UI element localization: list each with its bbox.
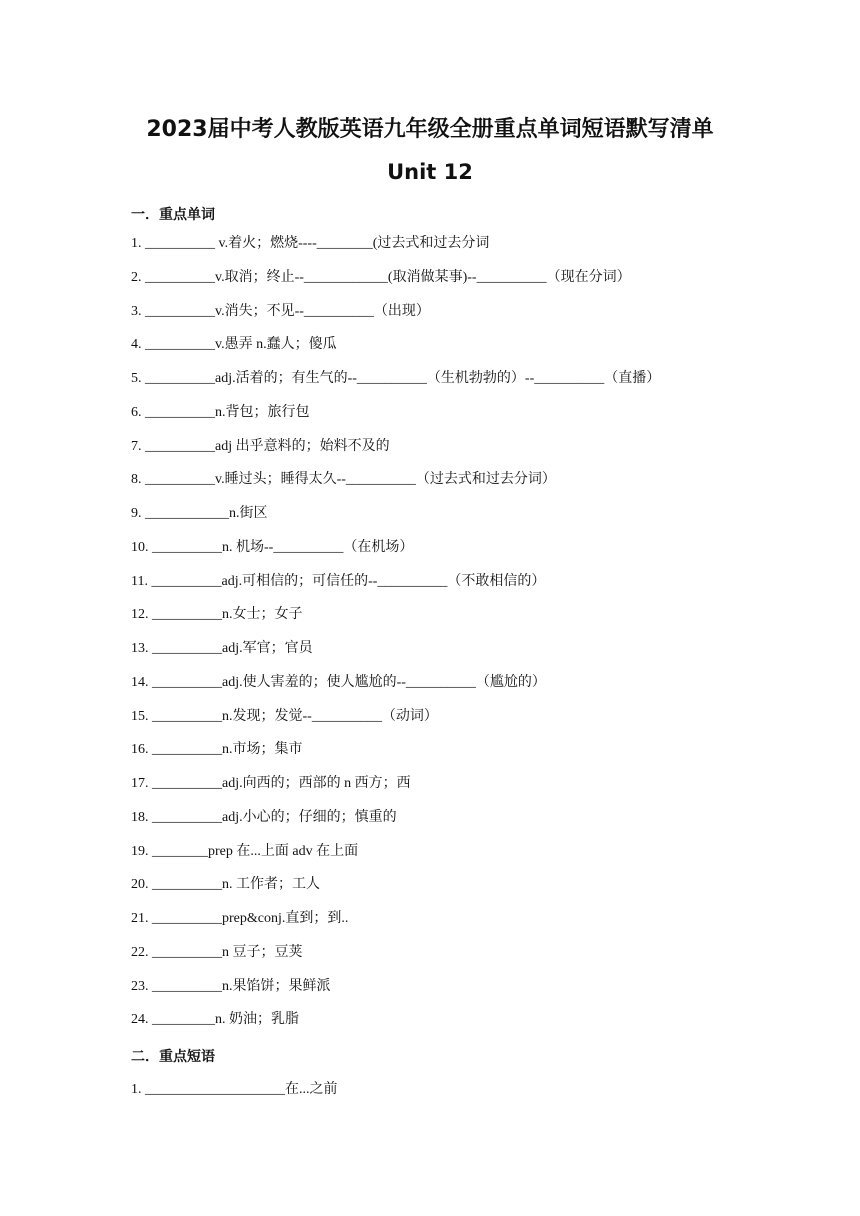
list-item: 15. __________n.发现；发觉--__________（动词） [131,708,438,724]
list-item: 2. __________v.取消；终止--____________(取消做某事)--__________（现在分词） [131,269,631,285]
list-item: 22. __________n 豆子；豆荚 [131,944,303,960]
list-item: 12. __________n.女士；女子 [131,607,303,623]
document-title: 2023届中考人教版英语九年级全册重点单词短语默写清单 [146,117,714,142]
list-item: 20. __________n. 工作者；工人 [131,877,320,893]
list-item: 1. ____________________在...之前 [131,1082,338,1097]
list-item: 6. __________n.背包；旅行包 [131,404,310,420]
list-item: 11. __________adj.可相信的；可信任的--__________（不敢相信的） [131,573,546,589]
list-item: 1. __________ v.着火；燃烧----________(过去式和过去分词 [131,236,490,251]
list-item: 7. __________adj 出乎意料的；始料不及的 [131,438,390,454]
list-item: 5. __________adj.活着的；有生气的--__________（生机勃勃的）--__________（直播） [131,371,661,386]
list-item: 18. __________adj.小心的；仔细的；慎重的 [131,809,397,825]
list-item: 9. ____________n.街区 [131,506,268,521]
word-list [131,234,660,1044]
list-item: 10. __________n. 机场--__________（在机场） [131,539,414,555]
list-item: 3. __________v.消失；不见--__________（出现） [131,303,430,319]
list-item: 8. __________v.睡过头；睡得太久--__________（过去式和过去分词） [131,472,556,488]
list-item: 13. __________adj.军官；官员 [131,641,313,656]
list-item: 16. __________n.市场；集市 [131,742,303,758]
section-heading-phrases: 二．重点短语 [131,1049,215,1065]
list-item: 4. __________v.愚弄 n.蠢人；傻瓜 [131,337,337,353]
unit-subtitle: Unit 12 [387,160,473,184]
list-item: 19. ________prep 在...上面 adv 在上面 [131,843,359,859]
list-item: 21. __________prep&conj.直到；到.. [131,911,349,926]
list-item: 24. _________n. 奶油；乳脂 [131,1012,299,1028]
section-heading-words: 一．重点单词 [131,207,215,223]
list-item: 17. __________adj.向西的；西部的 n 西方；西 [131,776,411,791]
list-item: 23. __________n.果馅饼；果鲜派 [131,978,331,994]
phrase-list [131,1080,338,1114]
list-item: 14. __________adj.使人害羞的；使人尴尬的--__________（尴尬的） [131,674,546,690]
